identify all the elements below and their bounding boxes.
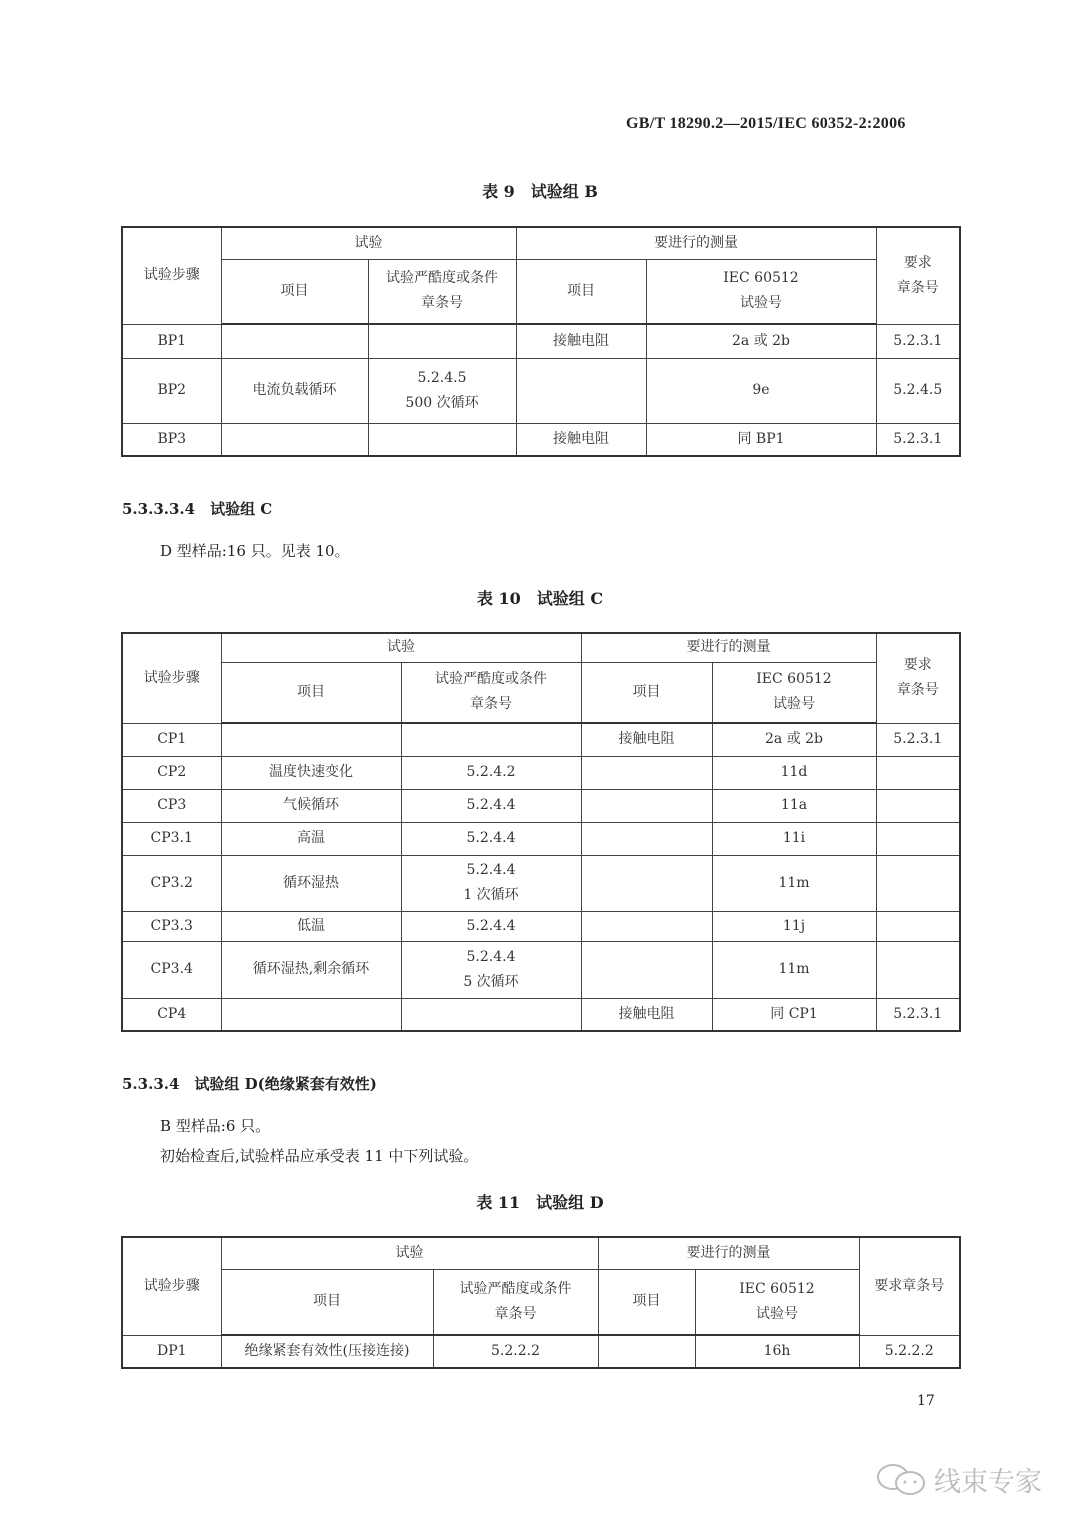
cell-step: CP3.3: [122, 911, 221, 941]
cell-step: CP3: [122, 789, 221, 822]
cell-iec-test: 16h: [695, 1335, 859, 1368]
header-item: 项目: [221, 1269, 433, 1335]
header-requirement: [876, 227, 960, 324]
table-row: [122, 756, 960, 789]
table-10: [121, 632, 961, 1032]
iec-l2: 试验号: [773, 696, 815, 713]
header-step: 试验步骤: [122, 1237, 221, 1335]
cell-iec-test: 11m: [712, 941, 876, 998]
iec-l1: IEC 60512: [756, 671, 832, 688]
header-step: 试验步骤: [122, 633, 221, 723]
cell-measure-item: [581, 911, 712, 941]
cell-measure-item: 接触电阻: [516, 423, 646, 456]
cell-measure-item: [581, 789, 712, 822]
cell-severity: [401, 723, 581, 756]
cell-requirement: [876, 756, 960, 789]
cell-step: CP4: [122, 998, 221, 1031]
cell-iec-test: 9e: [646, 358, 876, 423]
cell-requirement: 5.2.3.1: [876, 324, 960, 358]
cell-requirement: 5.2.3.1: [876, 998, 960, 1031]
header-iec: [712, 662, 876, 723]
cell-severity: 5.2.4.2: [401, 756, 581, 789]
cell-measure-item: [581, 756, 712, 789]
header-item: 项目: [516, 259, 646, 324]
sev-l1: 试验严酷度或条件: [435, 671, 547, 688]
sev-l1: 试验严酷度或条件: [386, 270, 498, 287]
cell-step: BP3: [122, 423, 221, 456]
section-heading-d: 5.3.3.4 试验组 D(绝缘紧套有效性): [122, 1075, 377, 1093]
cell-measure-item: 接触电阻: [581, 998, 712, 1031]
cell-severity: 5.2.4.4: [401, 911, 581, 941]
cell-severity: [368, 324, 516, 358]
cell-step: CP3.2: [122, 855, 221, 911]
table-row: [122, 423, 960, 456]
section-heading-c: 5.3.3.3.4 试验组 C: [122, 500, 273, 518]
cell-iec-test: 2a 或 2b: [646, 324, 876, 358]
cell-severity: 5.2.2.2: [433, 1335, 598, 1368]
cell-test-item: [221, 998, 401, 1031]
iec-l1: IEC 60512: [723, 270, 799, 287]
cell-measure-item: [581, 822, 712, 855]
cell-test-item: 绝缘紧套有效性(压接连接): [221, 1335, 433, 1368]
table9-caption: 表 9 试验组 B: [482, 182, 598, 201]
cell-iec-test: 2a 或 2b: [712, 723, 876, 756]
cell-requirement: [876, 822, 960, 855]
cell-requirement: [876, 911, 960, 941]
cell-test-item: 低温: [221, 911, 401, 941]
cell-severity: 5.2.4.5 500 次循环: [368, 358, 516, 423]
section-d-paragraph-2: 初始检查后,试验样品应承受表 11 中下列试验。: [160, 1147, 479, 1165]
cell-step: CP3.4: [122, 941, 221, 998]
cell-test-item: 循环湿热: [221, 855, 401, 911]
cell-test-item: [221, 723, 401, 756]
cell-measure-item: [581, 855, 712, 911]
sev-l2: 章条号: [421, 295, 463, 312]
table-row: [122, 358, 960, 423]
header-severity: [433, 1269, 598, 1335]
header-measure: 要进行的测量: [581, 633, 876, 662]
cell-requirement: [876, 789, 960, 822]
cell-test-item: [221, 324, 368, 358]
cell-measure-item: [581, 941, 712, 998]
table11-caption: 表 11 试验组 D: [476, 1193, 604, 1212]
table-row: [122, 855, 960, 911]
req-l2: 章条号: [896, 682, 939, 699]
table-row: [122, 324, 960, 358]
header-step: 试验步骤: [122, 227, 221, 324]
cell-step: CP3.1: [122, 822, 221, 855]
cell-requirement: 5.2.4.5: [876, 358, 960, 423]
iec-l2: 试验号: [756, 1305, 798, 1322]
table-row: [122, 941, 960, 998]
cell-iec-test: 11d: [712, 756, 876, 789]
cell-test-item: 气候循环: [221, 789, 401, 822]
header-measure: 要进行的测量: [598, 1237, 859, 1269]
iec-l2: 试验号: [740, 295, 782, 312]
cell-severity: [401, 998, 581, 1031]
req-l2: 章条号: [896, 279, 939, 296]
page-number: 17: [917, 1393, 935, 1409]
header-iec: [646, 259, 876, 324]
table-row: [122, 822, 960, 855]
header-severity: [401, 662, 581, 723]
watermark: [876, 1460, 1042, 1499]
cell-severity: 5.2.4.4: [401, 789, 581, 822]
cell-requirement: [876, 941, 960, 998]
cell-step: BP1: [122, 324, 221, 358]
cell-iec-test: 同 BP1: [646, 423, 876, 456]
table-row: [122, 789, 960, 822]
cell-step: DP1: [122, 1335, 221, 1368]
sev-l1: 试验严酷度或条件: [459, 1280, 572, 1297]
cell-test-item: [221, 423, 368, 456]
cell-requirement: 5.2.3.1: [876, 723, 960, 756]
cell-iec-test: 同 CP1: [712, 998, 876, 1031]
cell-requirement: [876, 855, 960, 911]
cell-test-item: 温度快速变化: [221, 756, 401, 789]
header-item: 项目: [221, 662, 401, 723]
table-9: [121, 226, 961, 457]
cell-iec-test: 11i: [712, 822, 876, 855]
cell-iec-test: 11m: [712, 855, 876, 911]
cell-severity: 5.2.4.4 1 次循环: [401, 855, 581, 911]
cell-requirement: 5.2.3.1: [876, 423, 960, 456]
header-measure: 要进行的测量: [516, 227, 876, 259]
watermark-text: 线束专家: [934, 1467, 1042, 1498]
header-iec: [695, 1269, 859, 1335]
header-severity: [368, 259, 516, 324]
cell-iec-test: 11a: [712, 789, 876, 822]
table-row: [122, 911, 960, 941]
section-c-paragraph: D 型样品:16 只。见表 10。: [160, 542, 350, 560]
cell-measure-item: 接触电阻: [581, 723, 712, 756]
iec-l1: IEC 60512: [739, 1280, 815, 1297]
table-row: [122, 998, 960, 1031]
header-requirement: 要求章条号: [859, 1237, 960, 1335]
cell-step: CP1: [122, 723, 221, 756]
standard-number: GB/T 18290.2—2015/IEC 60352-2:2006: [626, 115, 906, 132]
header-requirement: [876, 633, 960, 723]
cell-measure-item: [598, 1335, 695, 1368]
table10-caption: 表 10 试验组 C: [476, 589, 604, 608]
cell-iec-test: 11j: [712, 911, 876, 941]
header-item: 项目: [221, 259, 368, 324]
cell-severity: 5.2.4.4: [401, 822, 581, 855]
wechat-icon: [876, 1463, 928, 1497]
table-row: [122, 723, 960, 756]
sev-l2: 章条号: [494, 1305, 537, 1322]
table-11: [121, 1236, 961, 1369]
cell-step: CP2: [122, 756, 221, 789]
section-d-paragraph-1: B 型样品:6 只。: [160, 1117, 271, 1135]
cell-step: BP2: [122, 358, 221, 423]
header-item: 项目: [581, 662, 712, 723]
cell-test-item: 高温: [221, 822, 401, 855]
req-l1: 要求: [903, 254, 932, 271]
header-item: 项目: [598, 1269, 695, 1335]
header-test: 试验: [221, 1237, 598, 1269]
cell-severity: 5.2.4.4 5 次循环: [401, 941, 581, 998]
cell-measure-item: 接触电阻: [516, 324, 646, 358]
cell-severity: [368, 423, 516, 456]
header-test: 试验: [221, 227, 516, 259]
cell-test-item: 循环湿热,剩余循环: [221, 941, 401, 998]
header-test: 试验: [221, 633, 581, 662]
req-l1: 要求: [903, 657, 932, 674]
cell-measure-item: [516, 358, 646, 423]
table-row: [122, 1335, 960, 1368]
cell-test-item: 电流负载循环: [221, 358, 368, 423]
sev-l2: 章条号: [470, 696, 512, 713]
cell-requirement: 5.2.2.2: [859, 1335, 960, 1368]
